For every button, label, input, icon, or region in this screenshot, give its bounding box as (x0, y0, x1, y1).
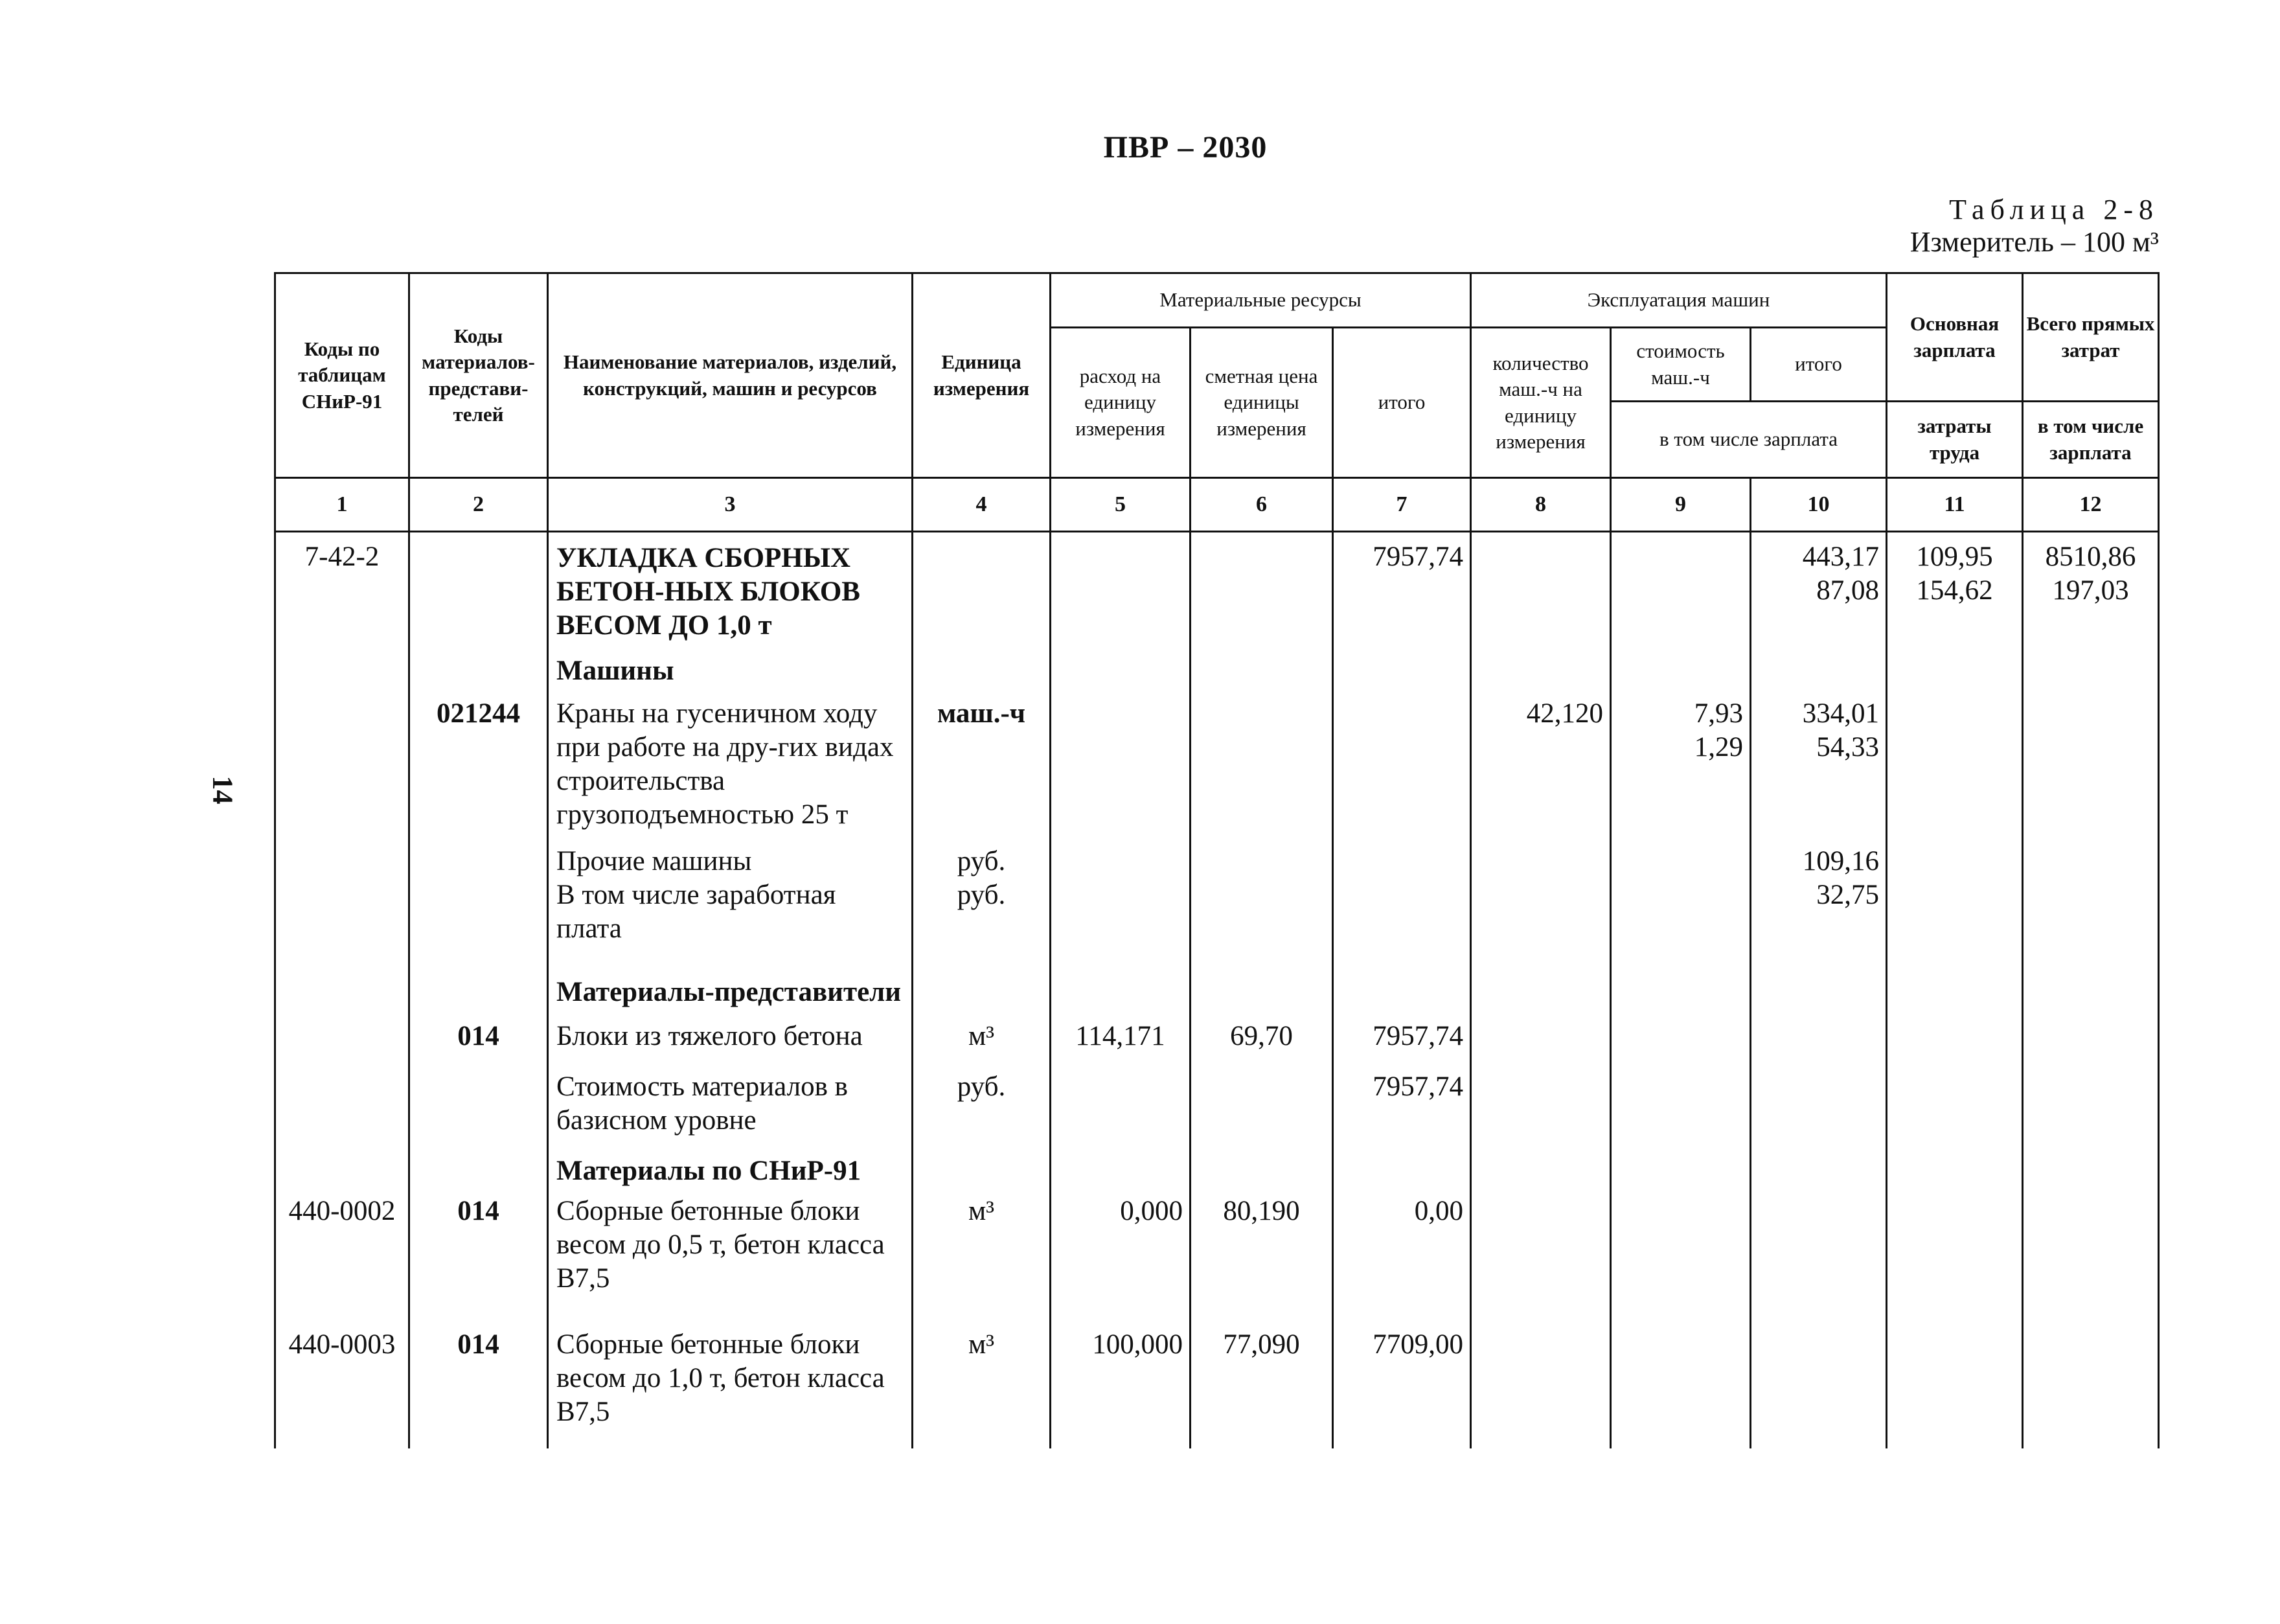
work-name: УКЛАДКА СБОРНЫХ БЕТОН-НЫХ БЛОКОВ ВЕСОМ ДО 1,0 т (548, 532, 913, 643)
header-consumption: расход на единицу измерения (1051, 328, 1191, 478)
blocks-name: Блоки из тяжелого бетона (548, 1020, 913, 1053)
crane-total-wage: 54,33 (1816, 732, 1880, 762)
table-row (275, 832, 2159, 878)
work-materials-total: 7957,74 (1333, 532, 1471, 643)
column-number: 10 (1751, 478, 1887, 532)
work-machines-total: 443,17 (1802, 542, 1880, 572)
other-machines-name: Прочие машины (548, 832, 913, 878)
column-number: 3 (548, 478, 913, 532)
header-materials-total: итого (1333, 328, 1471, 478)
cost-table (274, 272, 2160, 1448)
base-cost-total: 7957,74 (1333, 1053, 1471, 1138)
block10-code: 440-0003 (275, 1328, 409, 1429)
block10-consumption: 100,000 (1051, 1328, 1191, 1429)
block10-unit: м³ (913, 1328, 1051, 1429)
block05-consumption: 0,000 (1051, 1195, 1191, 1296)
crane-name: Краны на гусеничном ходу при работе на дру-гих видах строительства грузоподъемностью 25 т (548, 697, 913, 832)
work-base-wage: 109,95 (1916, 542, 1993, 572)
header-name: Наименование материалов, изделий, конструкций, машин и ресурсов (548, 273, 913, 478)
measure-unit: Измеритель – 100 м³ (1910, 226, 2159, 258)
header-incl-wage-total: в том числе зарплата (2023, 402, 2159, 478)
header-base-wage: Основная зарплата (1887, 273, 2023, 402)
crane-hour-cost: 7,93 (1694, 698, 1743, 729)
header-machine-hour-cost: стоимость маш.-ч (1611, 328, 1751, 402)
block10-material-code: 014 (409, 1328, 548, 1429)
header-machine-hours: количество маш.-ч на единицу измерения (1471, 328, 1611, 478)
block05-unit: м³ (913, 1195, 1051, 1296)
table-row (275, 697, 2159, 832)
crane-material-code: 021244 (409, 697, 548, 832)
column-number: 5 (1051, 478, 1191, 532)
header-unit: Единица измерения (913, 273, 1051, 478)
blocks-unit: м³ (913, 1020, 1051, 1053)
header-unit-price: сметная цена единицы измерения (1191, 328, 1333, 478)
work-direct-wage: 197,03 (2052, 575, 2129, 606)
block05-total: 0,00 (1333, 1195, 1471, 1296)
header-direct-costs: Всего прямых затрат (2023, 273, 2159, 402)
crane-machine-hours: 42,120 (1471, 697, 1611, 832)
other-machines-total: 109,16 (1751, 832, 1887, 878)
table-row (275, 878, 2159, 946)
blocks-total: 7957,74 (1333, 1020, 1471, 1053)
block05-code: 440-0002 (275, 1195, 409, 1296)
table-row (275, 1053, 2159, 1138)
table-label: Таблица 2-8 (1949, 194, 2159, 225)
base-cost-name: Стоимость материалов в базисном уровне (548, 1053, 913, 1138)
table-row (275, 1020, 2159, 1053)
table-row (275, 946, 2159, 1020)
table-row (275, 1138, 2159, 1195)
base-cost-unit: руб. (913, 1053, 1051, 1138)
other-wage-name: В том числе заработная плата (548, 878, 913, 946)
blocks-material-code: 014 (409, 1020, 548, 1053)
crane-hour-wage: 1,29 (1694, 732, 1743, 762)
header-material-codes: Коды материалов-представи-телей (409, 273, 548, 478)
section-snir-materials: Материалы по СНиР-91 (548, 1138, 913, 1195)
column-number: 2 (409, 478, 548, 532)
table-row (275, 1195, 2159, 1296)
block10-name: Сборные бетонные блоки весом до 1,0 т, бетон класса В7,5 (548, 1328, 913, 1429)
block05-price: 80,190 (1191, 1195, 1333, 1296)
header-incl-wage: в том числе зарплата (1611, 402, 1887, 478)
header-material-resources: Материальные ресурсы (1051, 273, 1471, 328)
other-wage-unit: руб. (913, 878, 1051, 946)
block10-price: 77,090 (1191, 1328, 1333, 1429)
column-number: 6 (1191, 478, 1333, 532)
blocks-price: 69,70 (1191, 1020, 1333, 1053)
column-number: 7 (1333, 478, 1471, 532)
work-labor-costs: 154,62 (1916, 575, 1993, 606)
block10-total: 7709,00 (1333, 1328, 1471, 1429)
header-codes-snir: Коды по таблицам СНиР-91 (275, 273, 409, 478)
header-machines-total: итого (1751, 328, 1887, 402)
column-number: 9 (1611, 478, 1751, 532)
column-number: 11 (1887, 478, 2023, 532)
other-wage-total: 32,75 (1751, 878, 1887, 946)
section-representative-materials: Материалы-представители (548, 946, 913, 1020)
block05-material-code: 014 (409, 1195, 548, 1296)
blocks-consumption: 114,171 (1051, 1020, 1191, 1053)
crane-total: 334,01 (1802, 698, 1880, 729)
work-code: 7-42-2 (275, 532, 409, 643)
page-number: 14 (207, 775, 239, 805)
work-machines-wage: 87,08 (1816, 575, 1880, 606)
table-row (275, 643, 2159, 697)
table-row (275, 1328, 2159, 1429)
column-number: 4 (913, 478, 1051, 532)
header-machine-operation: Эксплуатация машин (1471, 273, 1887, 328)
column-number: 8 (1471, 478, 1611, 532)
crane-unit: маш.-ч (913, 697, 1051, 832)
other-machines-unit: руб. (913, 832, 1051, 878)
section-machines: Машины (548, 643, 913, 697)
header-labor-costs: затраты труда (1887, 402, 2023, 478)
table-row (275, 532, 2159, 643)
block05-name: Сборные бетонные блоки весом до 0,5 т, бетон класса В7,5 (548, 1195, 913, 1296)
column-number: 12 (2023, 478, 2159, 532)
column-number: 1 (275, 478, 409, 532)
work-direct-costs: 8510,86 (2045, 542, 2136, 572)
document-title: ПВР – 2030 (1103, 130, 1268, 165)
